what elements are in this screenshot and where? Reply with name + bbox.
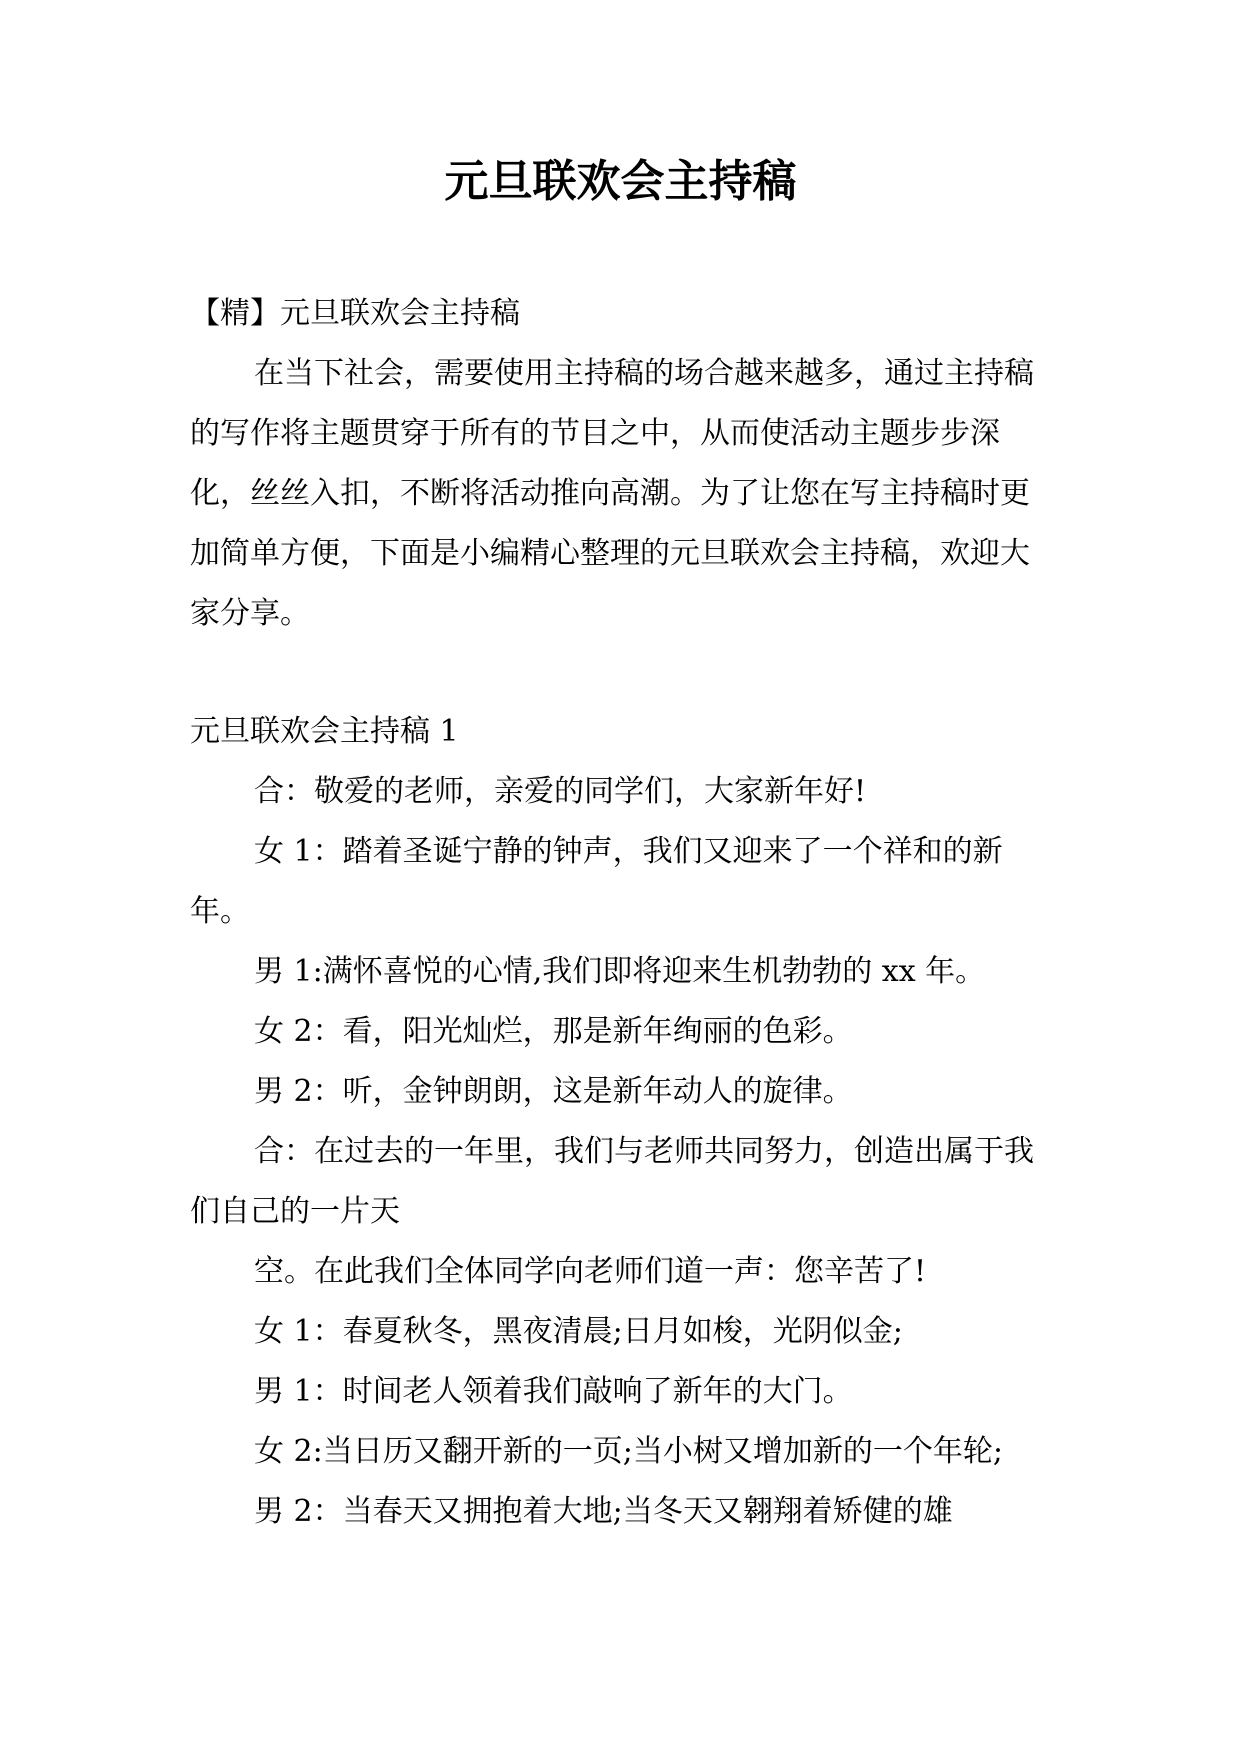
script-line: 合：敬爱的老师，亲爱的同学们，大家新年好! (254, 774, 867, 809)
script-line: 女 1：踏着圣诞宁静的钟声，我们又迎来了一个祥和的新年。 (190, 834, 1003, 929)
document-body (190, 284, 1052, 1542)
intro-paragraph: 在当下社会，需要使用主持稿的场合越来越多，通过主持稿的写作将主题贯穿于所有的节目之中，从而使活动主题步步深化，丝丝入扣，不断将活动推向高潮。为了让您在写主持稿时更加简单方便，下面是小编精心整理的元旦联欢会主持稿，欢迎大家分享。 (190, 356, 1034, 631)
heading-line: 【精】元旦联欢会主持稿 (190, 296, 520, 331)
script-line: 女 1：春夏秋冬，黑夜清晨;日月如梭，光阴似金; (254, 1314, 903, 1349)
document-title: 元旦联欢会主持稿 (444, 156, 797, 207)
script-line: 女 2：看，阳光灿烂，那是新年绚丽的色彩。 (254, 1014, 853, 1049)
section-title: 元旦联欢会主持稿 1 (190, 714, 459, 749)
script-line: 男 1:满怀喜悦的心情,我们即将迎来生机勃勃的 xx 年。 (254, 954, 986, 989)
script-line: 女 2:当日历又翻开新的一页;当小树又增加新的一个年轮; (254, 1434, 1003, 1469)
script-line: 男 2：当春天又拥抱着大地;当冬天又翱翔着矫健的雄 (254, 1494, 953, 1529)
script-line: 空。在此我们全体同学向老师们道一声：您辛苦了! (254, 1254, 927, 1289)
script-line: 男 1：时间老人领着我们敲响了新年的大门。 (254, 1374, 853, 1409)
script-line: 男 2：听，金钟朗朗，这是新年动人的旋律。 (254, 1074, 853, 1109)
script-line: 合：在过去的一年里，我们与老师共同努力，创造出属于我们自己的一片天 (190, 1134, 1034, 1229)
